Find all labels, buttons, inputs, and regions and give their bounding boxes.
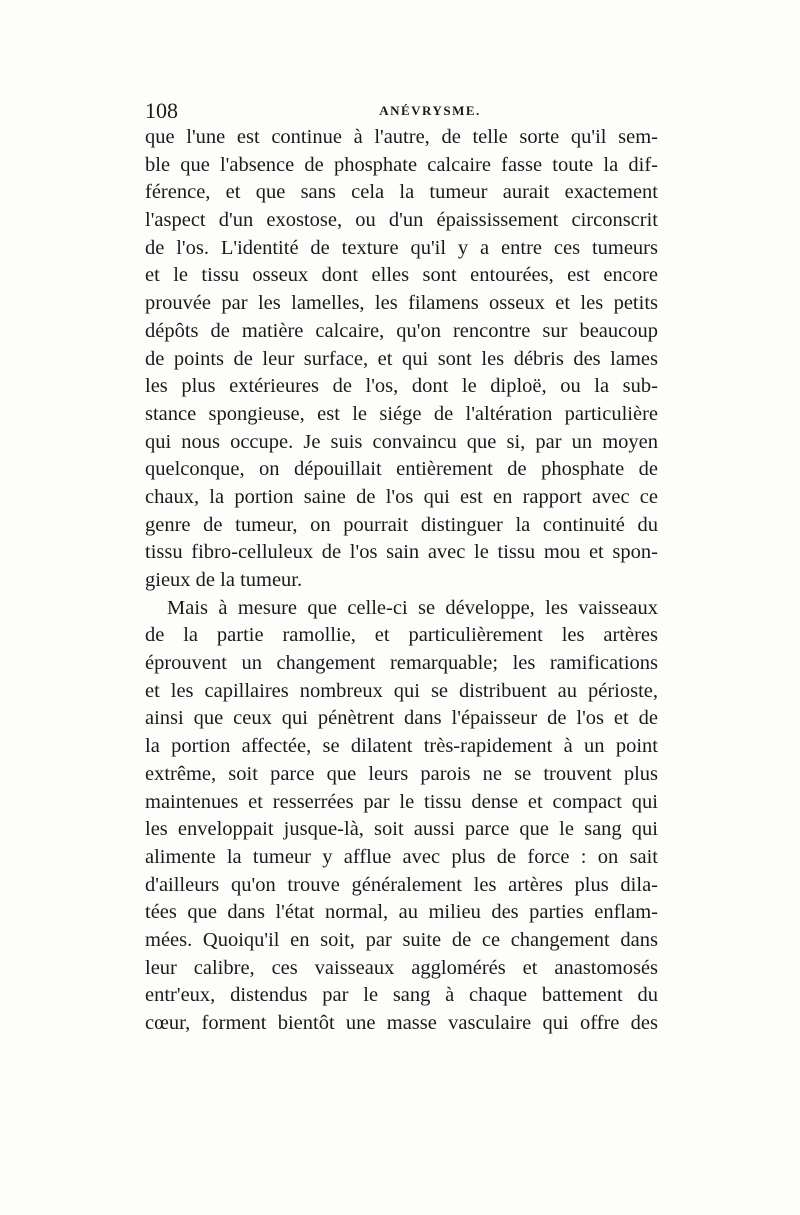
text-line: chaux, la portion saine de l'os qui est en rapport avec ce (145, 485, 658, 508)
text-line: cœur, forment bientôt une masse vasculaire qui offre des (145, 1012, 658, 1034)
page-number: 108 (145, 98, 178, 123)
text-line: éprouvent un changement remarquable; les ramifications (145, 652, 658, 675)
text-line: maintenues et resserrées par le tissu dense et compact qui (145, 790, 658, 813)
text-line: et les capillaires nombreux qui se distribuent au périoste, (145, 679, 658, 702)
text-line: alimente la tumeur y afflue avec plus de force : on sait (145, 845, 658, 868)
text-line: stance spongieuse, est le siége de l'altération particulière (145, 402, 658, 425)
text-line: gieux de la tumeur. (145, 569, 303, 591)
page-header (145, 98, 658, 124)
text-line: de points de leur surface, et qui sont les débris des lames (145, 347, 658, 370)
text-line: de la partie ramollie, et particulièrement les artères (145, 624, 658, 647)
text-line: mées. Quoiqu'il en soit, par suite de ce changement dans (145, 928, 658, 951)
text-line: Mais à mesure que celle-ci se développe, les vaisseaux (167, 596, 658, 619)
text-line: d'ailleurs qu'on trouve généralement les artères plus dila- (145, 873, 658, 896)
running-title: ANÉVRYSME. (379, 103, 481, 118)
text-line: les enveloppait jusque-là, soit aussi parce que le sang qui (145, 818, 658, 841)
text-line: prouvée par les lamelles, les filamens osseux et les petits (145, 292, 658, 315)
text-line: ble que l'absence de phosphate calcaire fasse toute la dif- (145, 153, 658, 176)
text-line: les plus extérieures de l'os, dont le diploë, ou la sub- (145, 375, 658, 398)
paragraph-1 (145, 124, 658, 595)
text-line: entr'eux, distendus par le sang à chaque battement du (145, 984, 658, 1007)
text-line: de l'os. L'identité de texture qu'il y a entre ces tumeurs (145, 236, 658, 259)
text-line: férence, et que sans cela la tumeur aurait exactement (145, 181, 658, 204)
text-line: tissu fibro-celluleux de l'os sain avec le tissu mou et spon- (145, 541, 658, 564)
text-line: et le tissu osseux dont elles sont entourées, est encore (145, 264, 658, 287)
text-line: qui nous occupe. Je suis convaincu que si, par un moyen (145, 430, 658, 453)
text-line: extrême, soit parce que leurs parois ne se trouvent plus (145, 762, 658, 785)
text-line: que l'une est continue à l'autre, de telle sorte qu'il sem- (145, 126, 658, 148)
paragraph-2 (145, 595, 658, 1038)
text-line: l'aspect d'un exostose, ou d'un épaississement circonscrit (145, 209, 658, 232)
text-line: quelconque, on dépouillait entièrement de phosphate de (145, 458, 658, 481)
text-line: dépôts de matière calcaire, qu'on rencontre sur beaucoup (145, 319, 658, 342)
text-line: ainsi que ceux qui pénètrent dans l'épaisseur de l'os et de (145, 707, 658, 730)
text-line: leur calibre, ces vaisseaux agglomérés et anastomosés (145, 956, 658, 979)
text-line: genre de tumeur, on pourrait distinguer la continuité du (145, 513, 658, 536)
text-line: la portion affectée, se dilatent très-rapidement à un point (145, 735, 658, 758)
text-line: tées que dans l'état normal, au milieu des parties enflam- (145, 901, 658, 924)
body-text (145, 124, 658, 1038)
